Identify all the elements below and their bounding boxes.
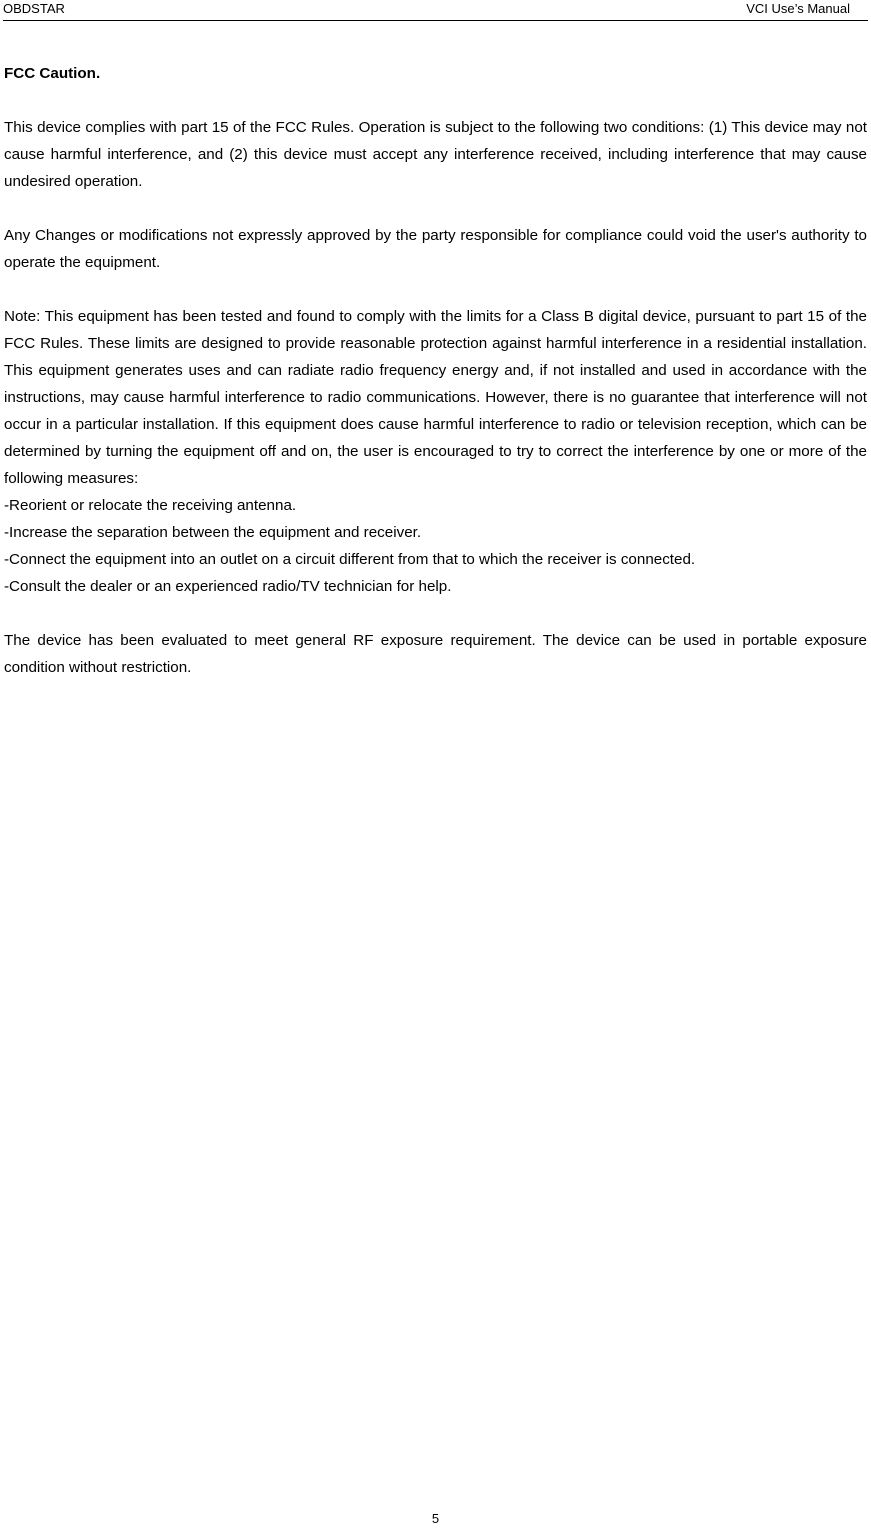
header-brand: OBDSTAR bbox=[3, 1, 65, 16]
header-manual-title: VCI Use’s Manual bbox=[746, 1, 850, 16]
list-item: -Increase the separation between the equipment and receiver. bbox=[4, 524, 422, 541]
list-item: -Reorient or relocate the receiving antenna. bbox=[4, 497, 297, 514]
paragraph-rf-exposure: The device has been evaluated to meet general RF exposure requirement. The device can be used in portable exposure condition without restriction. bbox=[4, 632, 867, 676]
paragraph-note: Note: This equipment has been tested and found to comply with the limits for a Class B digital device, pursuant to part 15 of the FCC Rules. These limits are designed to provide reasonable protection against harmful interference in a residential installation. This equipment generates uses and can radiate radio frequency energy and, if not installed and used in accordance with the instructions, may cause harmful interference to radio communications. However, there is no guarantee that interference will not occur in a particular installation. If this equipment does cause harmful interference to radio or television reception, which can be determined by turning the equipment off and on, the user is encouraged to try to correct the interference by one or more of the following measures: bbox=[4, 308, 867, 487]
measures-list bbox=[4, 492, 867, 600]
list-item: -Consult the dealer or an experienced radio/TV technician for help. bbox=[4, 578, 452, 595]
paragraph-compliance: This device complies with part 15 of the FCC Rules. Operation is subject to the following two conditions: (1) This device may not cause harmful interference, and (2) this device must accept any interference received, including interference that may cause undesired operation. bbox=[4, 119, 867, 190]
section-title: FCC Caution. bbox=[4, 65, 101, 82]
page-number: 5 bbox=[431, 1511, 440, 1526]
paragraph-modifications: Any Changes or modifications not expressly approved by the party responsible for compliance could void the user's authority to operate the equipment. bbox=[4, 227, 867, 271]
page-header bbox=[3, 0, 868, 21]
document-body bbox=[4, 60, 867, 708]
list-item: -Connect the equipment into an outlet on a circuit different from that to which the receiver is connected. bbox=[4, 551, 696, 568]
